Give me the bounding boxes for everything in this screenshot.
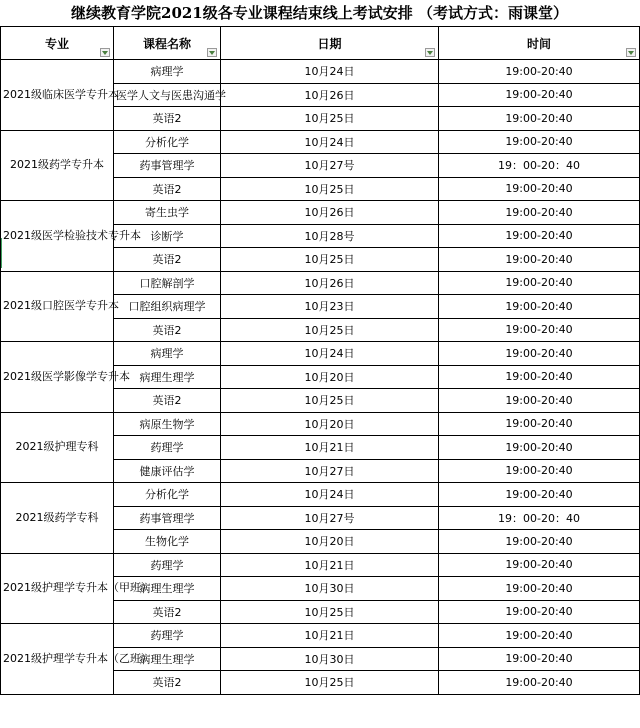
time-cell[interactable]: 19:00-20:40 [439, 671, 640, 695]
course-cell[interactable]: 英语2 [114, 671, 221, 695]
date-cell[interactable]: 10月20日 [221, 365, 439, 389]
time-cell[interactable]: 19：00-20：40 [439, 506, 640, 530]
date-cell[interactable]: 10月25日 [221, 671, 439, 695]
time-cell[interactable]: 19:00-20:40 [439, 295, 640, 319]
course-cell[interactable]: 药理学 [114, 436, 221, 460]
time-cell[interactable]: 19:00-20:40 [439, 600, 640, 624]
course-cell[interactable]: 药理学 [114, 553, 221, 577]
time-cell[interactable]: 19:00-20:40 [439, 248, 640, 272]
course-cell[interactable]: 病理生理学 [114, 365, 221, 389]
course-cell[interactable]: 病理学 [114, 60, 221, 84]
course-cell[interactable]: 分析化学 [114, 483, 221, 507]
course-cell[interactable]: 分析化学 [114, 130, 221, 154]
course-cell[interactable]: 英语2 [114, 177, 221, 201]
time-cell[interactable]: 19:00-20:40 [439, 389, 640, 413]
date-cell[interactable]: 10月23日 [221, 295, 439, 319]
major-cell[interactable]: 2021级药学专升本 [1, 130, 114, 201]
date-cell[interactable]: 10月24日 [221, 483, 439, 507]
time-cell[interactable]: 19:00-20:40 [439, 412, 640, 436]
time-cell[interactable]: 19:00-20:40 [439, 342, 640, 366]
date-cell[interactable]: 10月21日 [221, 436, 439, 460]
table-row [1, 342, 640, 366]
filter-dropdown-icon[interactable] [425, 48, 435, 57]
header-course [114, 27, 221, 60]
table-row [1, 553, 640, 577]
time-cell[interactable]: 19:00-20:40 [439, 483, 640, 507]
date-cell[interactable]: 10月20日 [221, 412, 439, 436]
date-cell[interactable]: 10月24日 [221, 342, 439, 366]
time-cell[interactable]: 19:00-20:40 [439, 365, 640, 389]
table-row [1, 60, 640, 84]
major-cell[interactable]: 2021级口腔医学专升本 [1, 271, 114, 342]
time-cell[interactable]: 19:00-20:40 [439, 224, 640, 248]
date-cell[interactable]: 10月27号 [221, 506, 439, 530]
filter-dropdown-icon[interactable] [207, 48, 217, 57]
course-cell[interactable]: 生物化学 [114, 530, 221, 554]
table-row [1, 271, 640, 295]
header-major-label: 专业 [44, 36, 69, 51]
date-cell[interactable]: 10月26日 [221, 271, 439, 295]
exam-schedule-table [0, 26, 640, 695]
table-row [1, 130, 640, 154]
date-cell[interactable]: 10月30日 [221, 577, 439, 601]
course-cell[interactable]: 病理生理学 [114, 577, 221, 601]
course-cell[interactable]: 病理学 [114, 342, 221, 366]
course-cell[interactable]: 英语2 [114, 389, 221, 413]
date-cell[interactable]: 10月26日 [221, 83, 439, 107]
table-row [1, 483, 640, 507]
filter-dropdown-icon[interactable] [626, 48, 636, 57]
time-cell[interactable]: 19:00-20:40 [439, 553, 640, 577]
time-cell[interactable]: 19:00-20:40 [439, 271, 640, 295]
header-major [1, 27, 114, 60]
header-row [1, 27, 640, 60]
course-cell[interactable]: 健康评估学 [114, 459, 221, 483]
date-cell[interactable]: 10月21日 [221, 624, 439, 648]
time-cell[interactable]: 19:00-20:40 [439, 177, 640, 201]
major-cell[interactable]: 2021级护理学专升本（甲班） [1, 553, 114, 624]
time-cell[interactable]: 19:00-20:40 [439, 60, 640, 84]
course-cell[interactable]: 病原生物学 [114, 412, 221, 436]
date-cell[interactable]: 10月25日 [221, 177, 439, 201]
header-date [221, 27, 439, 60]
filter-dropdown-icon[interactable] [100, 48, 110, 57]
time-cell[interactable]: 19:00-20:40 [439, 318, 640, 342]
time-cell[interactable]: 19:00-20:40 [439, 459, 640, 483]
time-cell[interactable]: 19:00-20:40 [439, 107, 640, 131]
header-date-label: 日期 [317, 36, 342, 51]
date-cell[interactable]: 10月21日 [221, 553, 439, 577]
course-cell[interactable]: 病理生理学 [114, 647, 221, 671]
header-time-label: 时间 [526, 36, 551, 51]
time-cell[interactable]: 19:00-20:40 [439, 530, 640, 554]
date-cell[interactable]: 10月24日 [221, 60, 439, 84]
time-cell[interactable]: 19:00-20:40 [439, 83, 640, 107]
course-cell[interactable]: 英语2 [114, 248, 221, 272]
course-cell[interactable]: 口腔组织病理学 [114, 295, 221, 319]
date-cell[interactable]: 10月25日 [221, 389, 439, 413]
table-row [1, 624, 640, 648]
header-course-label: 课程名称 [142, 36, 191, 51]
time-cell[interactable]: 19:00-20:40 [439, 201, 640, 225]
course-cell[interactable]: 诊断学 [114, 224, 221, 248]
date-cell[interactable]: 10月25日 [221, 107, 439, 131]
date-cell[interactable]: 10月24日 [221, 130, 439, 154]
major-cell[interactable]: 2021级临床医学专升本 [1, 60, 114, 131]
major-cell[interactable]: 2021级医学影像学专升本 [1, 342, 114, 413]
date-cell[interactable]: 10月25日 [221, 248, 439, 272]
time-cell[interactable]: 19:00-20:40 [439, 647, 640, 671]
course-cell[interactable]: 英语2 [114, 107, 221, 131]
date-cell[interactable]: 10月27号 [221, 154, 439, 178]
date-cell[interactable]: 10月25日 [221, 600, 439, 624]
course-cell[interactable]: 药事管理学 [114, 154, 221, 178]
table-row [1, 412, 640, 436]
sheet-title: 继续教育学院2021级各专业课程结束线上考试安排 （考试方式：雨课堂） [71, 4, 568, 22]
table-row [1, 201, 640, 225]
course-cell[interactable]: 英语2 [114, 600, 221, 624]
course-cell[interactable]: 药事管理学 [114, 506, 221, 530]
time-cell[interactable]: 19:00-20:40 [439, 624, 640, 648]
header-time [439, 27, 640, 60]
date-cell[interactable]: 10月28号 [221, 224, 439, 248]
time-cell[interactable]: 19:00-20:40 [439, 130, 640, 154]
major-cell[interactable]: 2021级医学检验技术专升本 [1, 201, 114, 272]
major-cell[interactable]: 2021级护理专科 [1, 412, 114, 483]
time-cell[interactable]: 19:00-20:40 [439, 436, 640, 460]
course-cell[interactable]: 药理学 [114, 624, 221, 648]
time-cell[interactable]: 19：00-20：40 [439, 154, 640, 178]
course-cell[interactable]: 英语2 [114, 318, 221, 342]
date-cell[interactable]: 10月25日 [221, 318, 439, 342]
date-cell[interactable]: 10月26日 [221, 201, 439, 225]
major-cell[interactable]: 2021级药学专科 [1, 483, 114, 554]
course-cell[interactable]: 口腔解剖学 [114, 271, 221, 295]
date-cell[interactable]: 10月27日 [221, 459, 439, 483]
course-cell[interactable]: 寄生虫学 [114, 201, 221, 225]
course-cell[interactable]: 医学人文与医患沟通学 [114, 83, 221, 107]
date-cell[interactable]: 10月30日 [221, 647, 439, 671]
date-cell[interactable]: 10月20日 [221, 530, 439, 554]
time-cell[interactable]: 19:00-20:40 [439, 577, 640, 601]
major-cell[interactable]: 2021级护理学专升本（乙班） [1, 624, 114, 695]
